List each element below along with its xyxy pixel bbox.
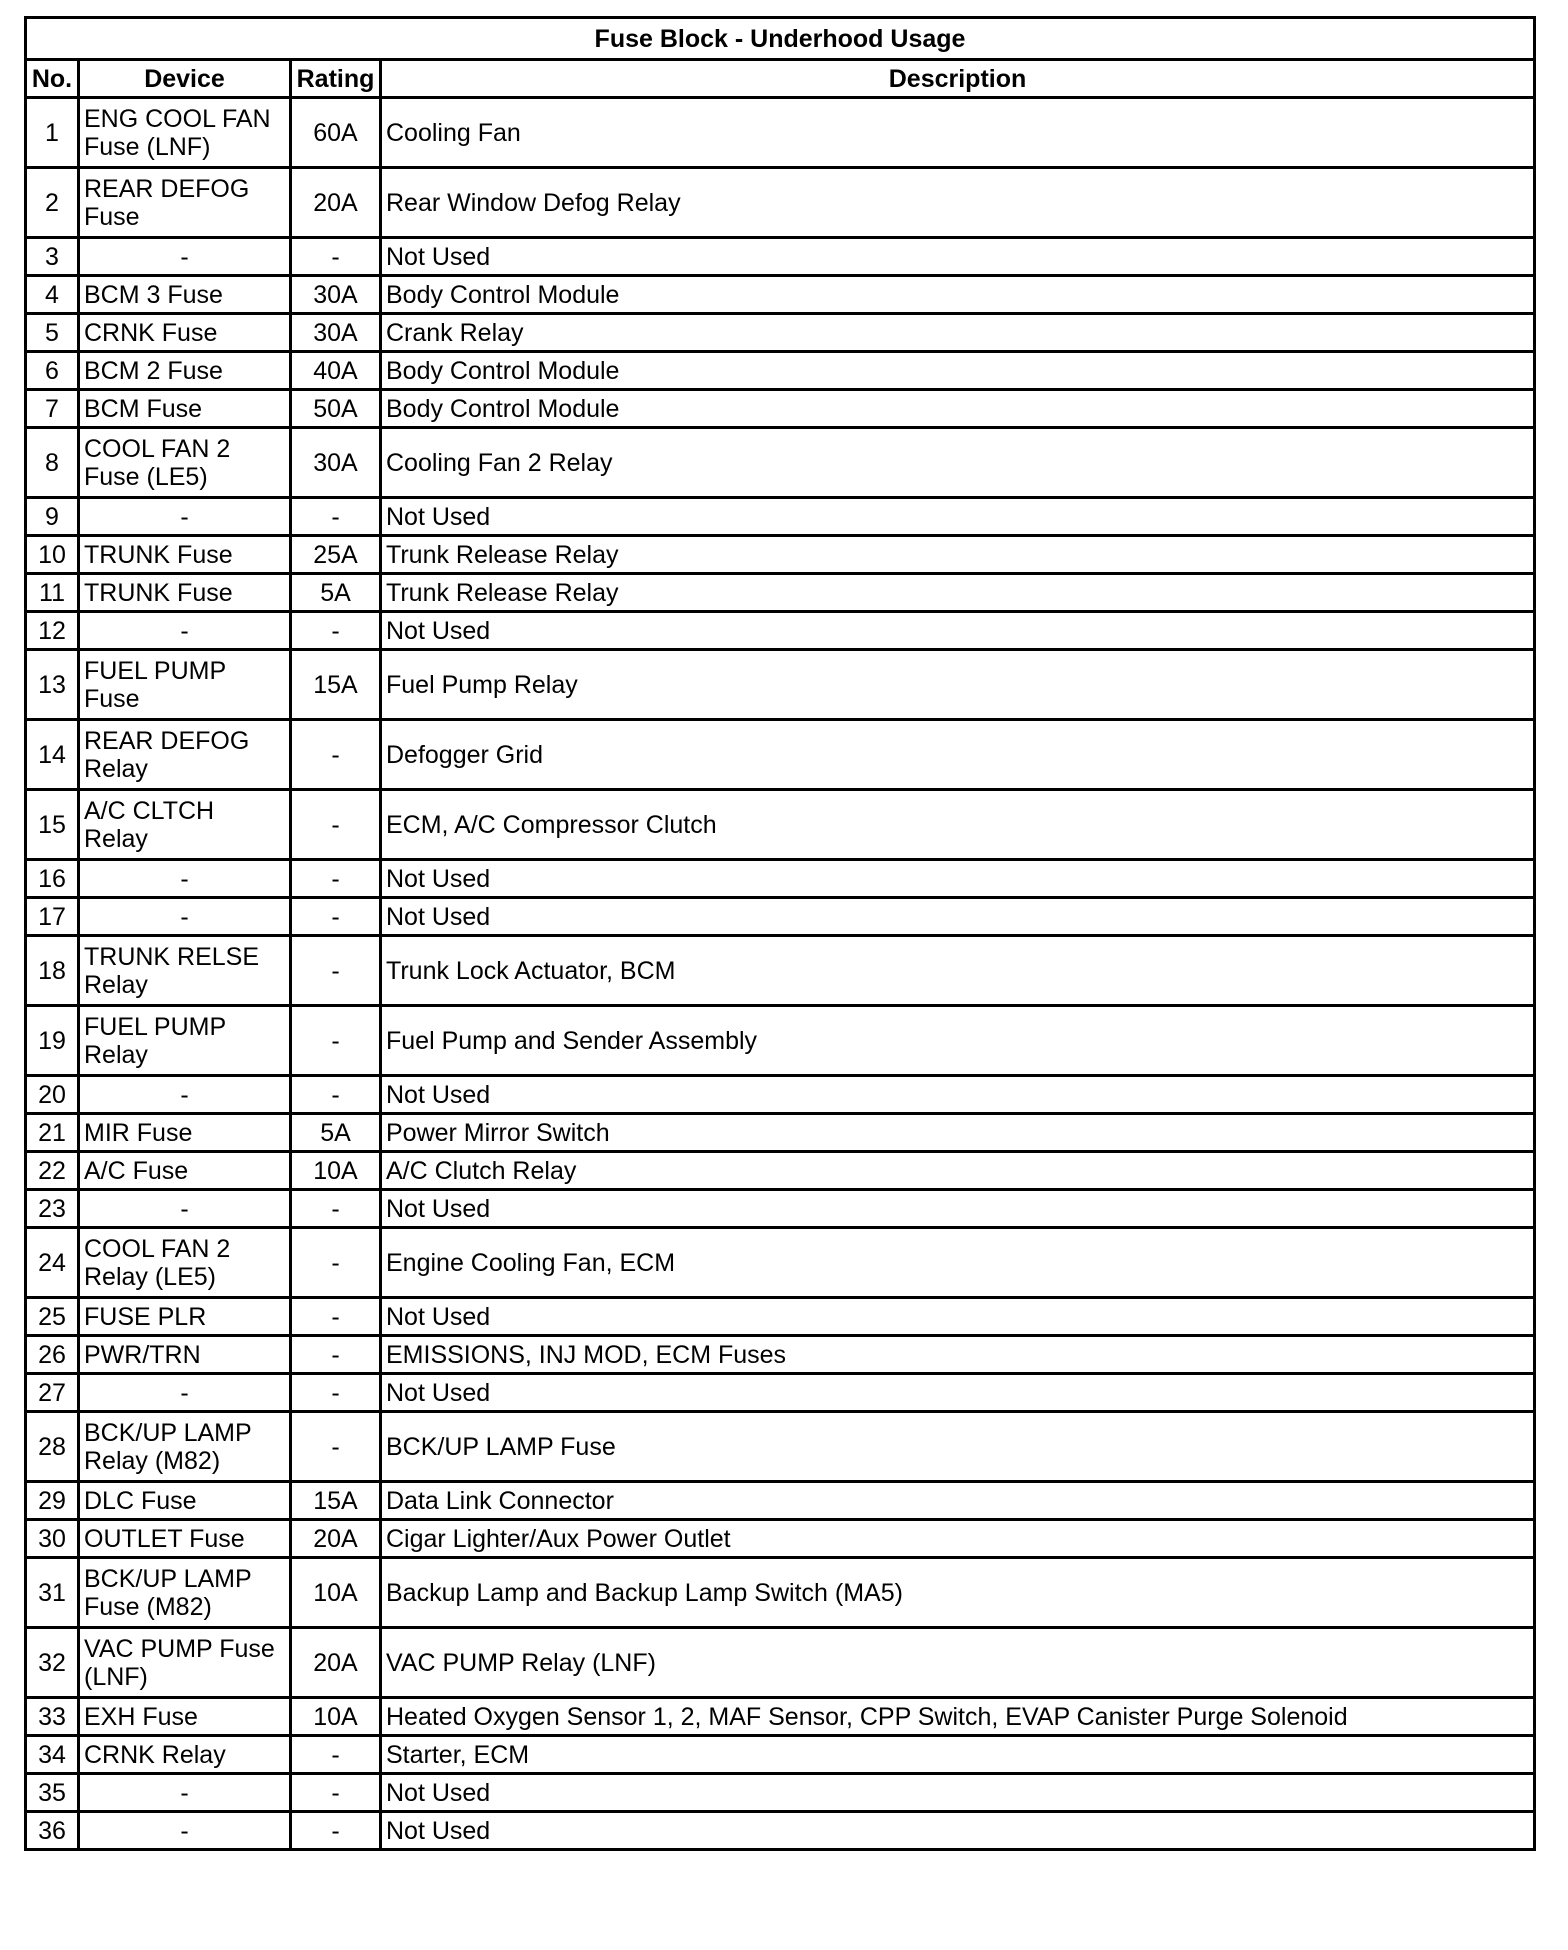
cell-no: 3	[26, 238, 79, 276]
device-line: Fuse (LE5)	[84, 462, 208, 491]
device-line: TRUNK Fuse	[84, 540, 233, 569]
cell-no: 32	[26, 1628, 79, 1698]
cell-rating: -	[291, 238, 381, 276]
cell-device	[79, 1114, 291, 1152]
table-row	[26, 428, 1535, 498]
cell-device	[79, 1152, 291, 1190]
header-row	[26, 60, 1535, 98]
cell-rating: -	[291, 1412, 381, 1482]
cell-no: 19	[26, 1006, 79, 1076]
cell-description: Power Mirror Switch	[381, 1114, 1535, 1152]
table-row	[26, 1520, 1535, 1558]
cell-description: A/C Clutch Relay	[381, 1152, 1535, 1190]
device-line: A/C Fuse	[84, 1156, 189, 1185]
cell-no: 12	[26, 612, 79, 650]
cell-rating: 60A	[291, 98, 381, 168]
cell-no: 36	[26, 1812, 79, 1850]
cell-device	[79, 1628, 291, 1698]
cell-description: Backup Lamp and Backup Lamp Switch (MA5)	[381, 1558, 1535, 1628]
cell-rating: -	[291, 898, 381, 936]
device-line: PWR/TRN	[84, 1340, 201, 1369]
table-row	[26, 352, 1535, 390]
cell-rating: -	[291, 860, 381, 898]
cell-no: 14	[26, 720, 79, 790]
table-row	[26, 1336, 1535, 1374]
table-row	[26, 238, 1535, 276]
device-line: Relay	[84, 824, 148, 853]
cell-description: Starter, ECM	[381, 1736, 1535, 1774]
device-line: Fuse	[84, 202, 140, 231]
cell-device	[79, 1190, 291, 1228]
device-line: BCK/UP LAMP	[84, 1418, 252, 1447]
cell-no: 21	[26, 1114, 79, 1152]
cell-no: 5	[26, 314, 79, 352]
cell-no: 28	[26, 1412, 79, 1482]
cell-description: Not Used	[381, 612, 1535, 650]
table-row	[26, 1374, 1535, 1412]
table-row	[26, 860, 1535, 898]
cell-description: Engine Cooling Fan, ECM	[381, 1228, 1535, 1298]
table-row	[26, 1628, 1535, 1698]
cell-rating: -	[291, 790, 381, 860]
table-row	[26, 612, 1535, 650]
cell-device	[79, 314, 291, 352]
table-row	[26, 1736, 1535, 1774]
cell-device	[79, 1298, 291, 1336]
cell-description: Not Used	[381, 1298, 1535, 1336]
cell-device	[79, 498, 291, 536]
cell-rating: -	[291, 498, 381, 536]
table-row	[26, 1228, 1535, 1298]
cell-description: Not Used	[381, 1812, 1535, 1850]
cell-device	[79, 1374, 291, 1412]
cell-device	[79, 168, 291, 238]
cell-description: Rear Window Defog Relay	[381, 168, 1535, 238]
cell-no: 27	[26, 1374, 79, 1412]
device-line: Relay	[84, 754, 148, 783]
header-device: Device	[79, 60, 291, 98]
device-line: Relay	[84, 970, 148, 999]
cell-device	[79, 650, 291, 720]
cell-description: Not Used	[381, 1076, 1535, 1114]
cell-device	[79, 1006, 291, 1076]
table-row	[26, 1114, 1535, 1152]
cell-rating: 30A	[291, 428, 381, 498]
device-line: Relay (M82)	[84, 1446, 221, 1475]
device-line: -	[180, 242, 189, 271]
header-no: No.	[26, 60, 79, 98]
header-description: Description	[381, 60, 1535, 98]
cell-device	[79, 1076, 291, 1114]
cell-description: Body Control Module	[381, 276, 1535, 314]
cell-description: Not Used	[381, 1190, 1535, 1228]
cell-rating: -	[291, 1076, 381, 1114]
cell-description: Not Used	[381, 238, 1535, 276]
cell-device	[79, 790, 291, 860]
cell-description: Fuel Pump Relay	[381, 650, 1535, 720]
cell-no: 26	[26, 1336, 79, 1374]
cell-rating: 5A	[291, 1114, 381, 1152]
cell-device	[79, 428, 291, 498]
cell-rating: 10A	[291, 1558, 381, 1628]
cell-no: 23	[26, 1190, 79, 1228]
table-row	[26, 1190, 1535, 1228]
cell-no: 1	[26, 98, 79, 168]
table-row	[26, 936, 1535, 1006]
device-line: CRNK Relay	[84, 1740, 226, 1769]
table-row	[26, 314, 1535, 352]
table-row	[26, 276, 1535, 314]
cell-no: 2	[26, 168, 79, 238]
cell-rating: -	[291, 1006, 381, 1076]
cell-description: Not Used	[381, 1374, 1535, 1412]
table-row	[26, 1412, 1535, 1482]
cell-no: 7	[26, 390, 79, 428]
cell-rating: -	[291, 1736, 381, 1774]
device-line: -	[180, 616, 189, 645]
cell-device	[79, 1774, 291, 1812]
cell-rating: 5A	[291, 574, 381, 612]
cell-description: ECM, A/C Compressor Clutch	[381, 790, 1535, 860]
device-line: EXH Fuse	[84, 1702, 198, 1731]
table-title: Fuse Block - Underhood Usage	[26, 18, 1535, 60]
device-line: -	[180, 1378, 189, 1407]
device-line: A/C CLTCH	[84, 796, 215, 825]
cell-description: VAC PUMP Relay (LNF)	[381, 1628, 1535, 1698]
cell-device	[79, 1412, 291, 1482]
cell-rating: -	[291, 936, 381, 1006]
cell-device	[79, 1228, 291, 1298]
cell-device	[79, 238, 291, 276]
device-line: VAC PUMP Fuse	[84, 1634, 275, 1663]
cell-description: EMISSIONS, INJ MOD, ECM Fuses	[381, 1336, 1535, 1374]
cell-device	[79, 1698, 291, 1736]
cell-rating: -	[291, 1336, 381, 1374]
cell-device	[79, 352, 291, 390]
table-row	[26, 390, 1535, 428]
cell-rating: 30A	[291, 314, 381, 352]
cell-description: Cooling Fan	[381, 98, 1535, 168]
table-row	[26, 536, 1535, 574]
cell-no: 22	[26, 1152, 79, 1190]
cell-description: Fuel Pump and Sender Assembly	[381, 1006, 1535, 1076]
device-line: DLC Fuse	[84, 1486, 197, 1515]
table-row	[26, 1482, 1535, 1520]
cell-device	[79, 1336, 291, 1374]
cell-no: 15	[26, 790, 79, 860]
cell-no: 8	[26, 428, 79, 498]
cell-rating: -	[291, 720, 381, 790]
device-line: Fuse (LNF)	[84, 132, 211, 161]
cell-description: Not Used	[381, 860, 1535, 898]
cell-no: 34	[26, 1736, 79, 1774]
cell-rating: 40A	[291, 352, 381, 390]
cell-device	[79, 1736, 291, 1774]
table-row	[26, 168, 1535, 238]
device-line: CRNK Fuse	[84, 318, 218, 347]
table-row	[26, 574, 1535, 612]
cell-description: Body Control Module	[381, 390, 1535, 428]
cell-no: 18	[26, 936, 79, 1006]
cell-description: Heated Oxygen Sensor 1, 2, MAF Sensor, CPP Switch, EVAP Canister Purge Solenoid	[381, 1698, 1535, 1736]
device-line: (LNF)	[84, 1662, 148, 1691]
table-row	[26, 1152, 1535, 1190]
cell-device	[79, 276, 291, 314]
table-row	[26, 720, 1535, 790]
cell-no: 35	[26, 1774, 79, 1812]
table-row	[26, 98, 1535, 168]
device-line: FUEL PUMP	[84, 656, 227, 685]
cell-device	[79, 936, 291, 1006]
cell-device	[79, 1558, 291, 1628]
cell-description: Defogger Grid	[381, 720, 1535, 790]
cell-device	[79, 898, 291, 936]
table-row	[26, 1558, 1535, 1628]
cell-no: 20	[26, 1076, 79, 1114]
header-rating: Rating	[291, 60, 381, 98]
fuse-table	[24, 16, 1536, 1851]
cell-rating: -	[291, 1374, 381, 1412]
cell-description: BCK/UP LAMP Fuse	[381, 1412, 1535, 1482]
device-line: -	[180, 864, 189, 893]
table-row	[26, 1006, 1535, 1076]
table-row	[26, 650, 1535, 720]
device-line: OUTLET Fuse	[84, 1524, 245, 1553]
cell-rating: -	[291, 1812, 381, 1850]
table-row	[26, 1698, 1535, 1736]
cell-no: 4	[26, 276, 79, 314]
cell-no: 31	[26, 1558, 79, 1628]
cell-no: 25	[26, 1298, 79, 1336]
device-line: REAR DEFOG	[84, 726, 250, 755]
cell-device	[79, 612, 291, 650]
cell-device	[79, 1812, 291, 1850]
cell-device	[79, 390, 291, 428]
device-line: MIR Fuse	[84, 1118, 193, 1147]
cell-rating: 50A	[291, 390, 381, 428]
cell-description: Not Used	[381, 898, 1535, 936]
cell-rating: -	[291, 1774, 381, 1812]
cell-device	[79, 1482, 291, 1520]
cell-description: Cooling Fan 2 Relay	[381, 428, 1535, 498]
table-row	[26, 498, 1535, 536]
device-line: FUEL PUMP	[84, 1012, 227, 1041]
device-line: Fuse	[84, 684, 140, 713]
cell-no: 10	[26, 536, 79, 574]
cell-no: 29	[26, 1482, 79, 1520]
cell-rating: 20A	[291, 168, 381, 238]
device-line: Fuse (M82)	[84, 1592, 212, 1621]
table-row	[26, 1774, 1535, 1812]
cell-rating: 10A	[291, 1698, 381, 1736]
cell-device	[79, 98, 291, 168]
device-line: REAR DEFOG	[84, 174, 250, 203]
device-line: COOL FAN 2	[84, 434, 231, 463]
table-body	[26, 98, 1535, 1850]
device-line: TRUNK RELSE	[84, 942, 260, 971]
cell-device	[79, 720, 291, 790]
device-line: -	[180, 1194, 189, 1223]
cell-no: 16	[26, 860, 79, 898]
cell-rating: -	[291, 612, 381, 650]
cell-device	[79, 860, 291, 898]
cell-rating: 30A	[291, 276, 381, 314]
cell-no: 9	[26, 498, 79, 536]
cell-rating: -	[291, 1228, 381, 1298]
cell-no: 17	[26, 898, 79, 936]
cell-no: 6	[26, 352, 79, 390]
cell-rating: -	[291, 1298, 381, 1336]
cell-description: Trunk Release Relay	[381, 536, 1535, 574]
table-row	[26, 790, 1535, 860]
table-row	[26, 1076, 1535, 1114]
device-line: BCM Fuse	[84, 394, 203, 423]
device-line: Relay (LE5)	[84, 1262, 216, 1291]
device-line: -	[180, 1778, 189, 1807]
table-row	[26, 898, 1535, 936]
cell-no: 13	[26, 650, 79, 720]
table-row	[26, 1298, 1535, 1336]
cell-rating: -	[291, 1190, 381, 1228]
cell-rating: 20A	[291, 1520, 381, 1558]
cell-description: Trunk Release Relay	[381, 574, 1535, 612]
device-line: BCM 3 Fuse	[84, 280, 223, 309]
cell-rating: 20A	[291, 1628, 381, 1698]
cell-description: Not Used	[381, 498, 1535, 536]
device-line: -	[180, 1816, 189, 1845]
cell-no: 33	[26, 1698, 79, 1736]
device-line: BCM 2 Fuse	[84, 356, 223, 385]
cell-description: Crank Relay	[381, 314, 1535, 352]
device-line: FUSE PLR	[84, 1302, 207, 1331]
device-line: ENG COOL FAN	[84, 104, 271, 133]
device-line: -	[180, 902, 189, 931]
cell-device	[79, 536, 291, 574]
cell-no: 24	[26, 1228, 79, 1298]
table-row	[26, 1812, 1535, 1850]
cell-rating: 25A	[291, 536, 381, 574]
device-line: COOL FAN 2	[84, 1234, 231, 1263]
device-line: -	[180, 502, 189, 531]
cell-rating: 10A	[291, 1152, 381, 1190]
cell-description: Not Used	[381, 1774, 1535, 1812]
cell-no: 11	[26, 574, 79, 612]
cell-description: Trunk Lock Actuator, BCM	[381, 936, 1535, 1006]
device-line: -	[180, 1080, 189, 1109]
device-line: Relay	[84, 1040, 148, 1069]
cell-no: 30	[26, 1520, 79, 1558]
cell-description: Data Link Connector	[381, 1482, 1535, 1520]
cell-rating: 15A	[291, 1482, 381, 1520]
device-line: TRUNK Fuse	[84, 578, 233, 607]
cell-rating: 15A	[291, 650, 381, 720]
cell-device	[79, 1520, 291, 1558]
cell-device	[79, 574, 291, 612]
cell-description: Body Control Module	[381, 352, 1535, 390]
cell-description: Cigar Lighter/Aux Power Outlet	[381, 1520, 1535, 1558]
device-line: BCK/UP LAMP	[84, 1564, 252, 1593]
